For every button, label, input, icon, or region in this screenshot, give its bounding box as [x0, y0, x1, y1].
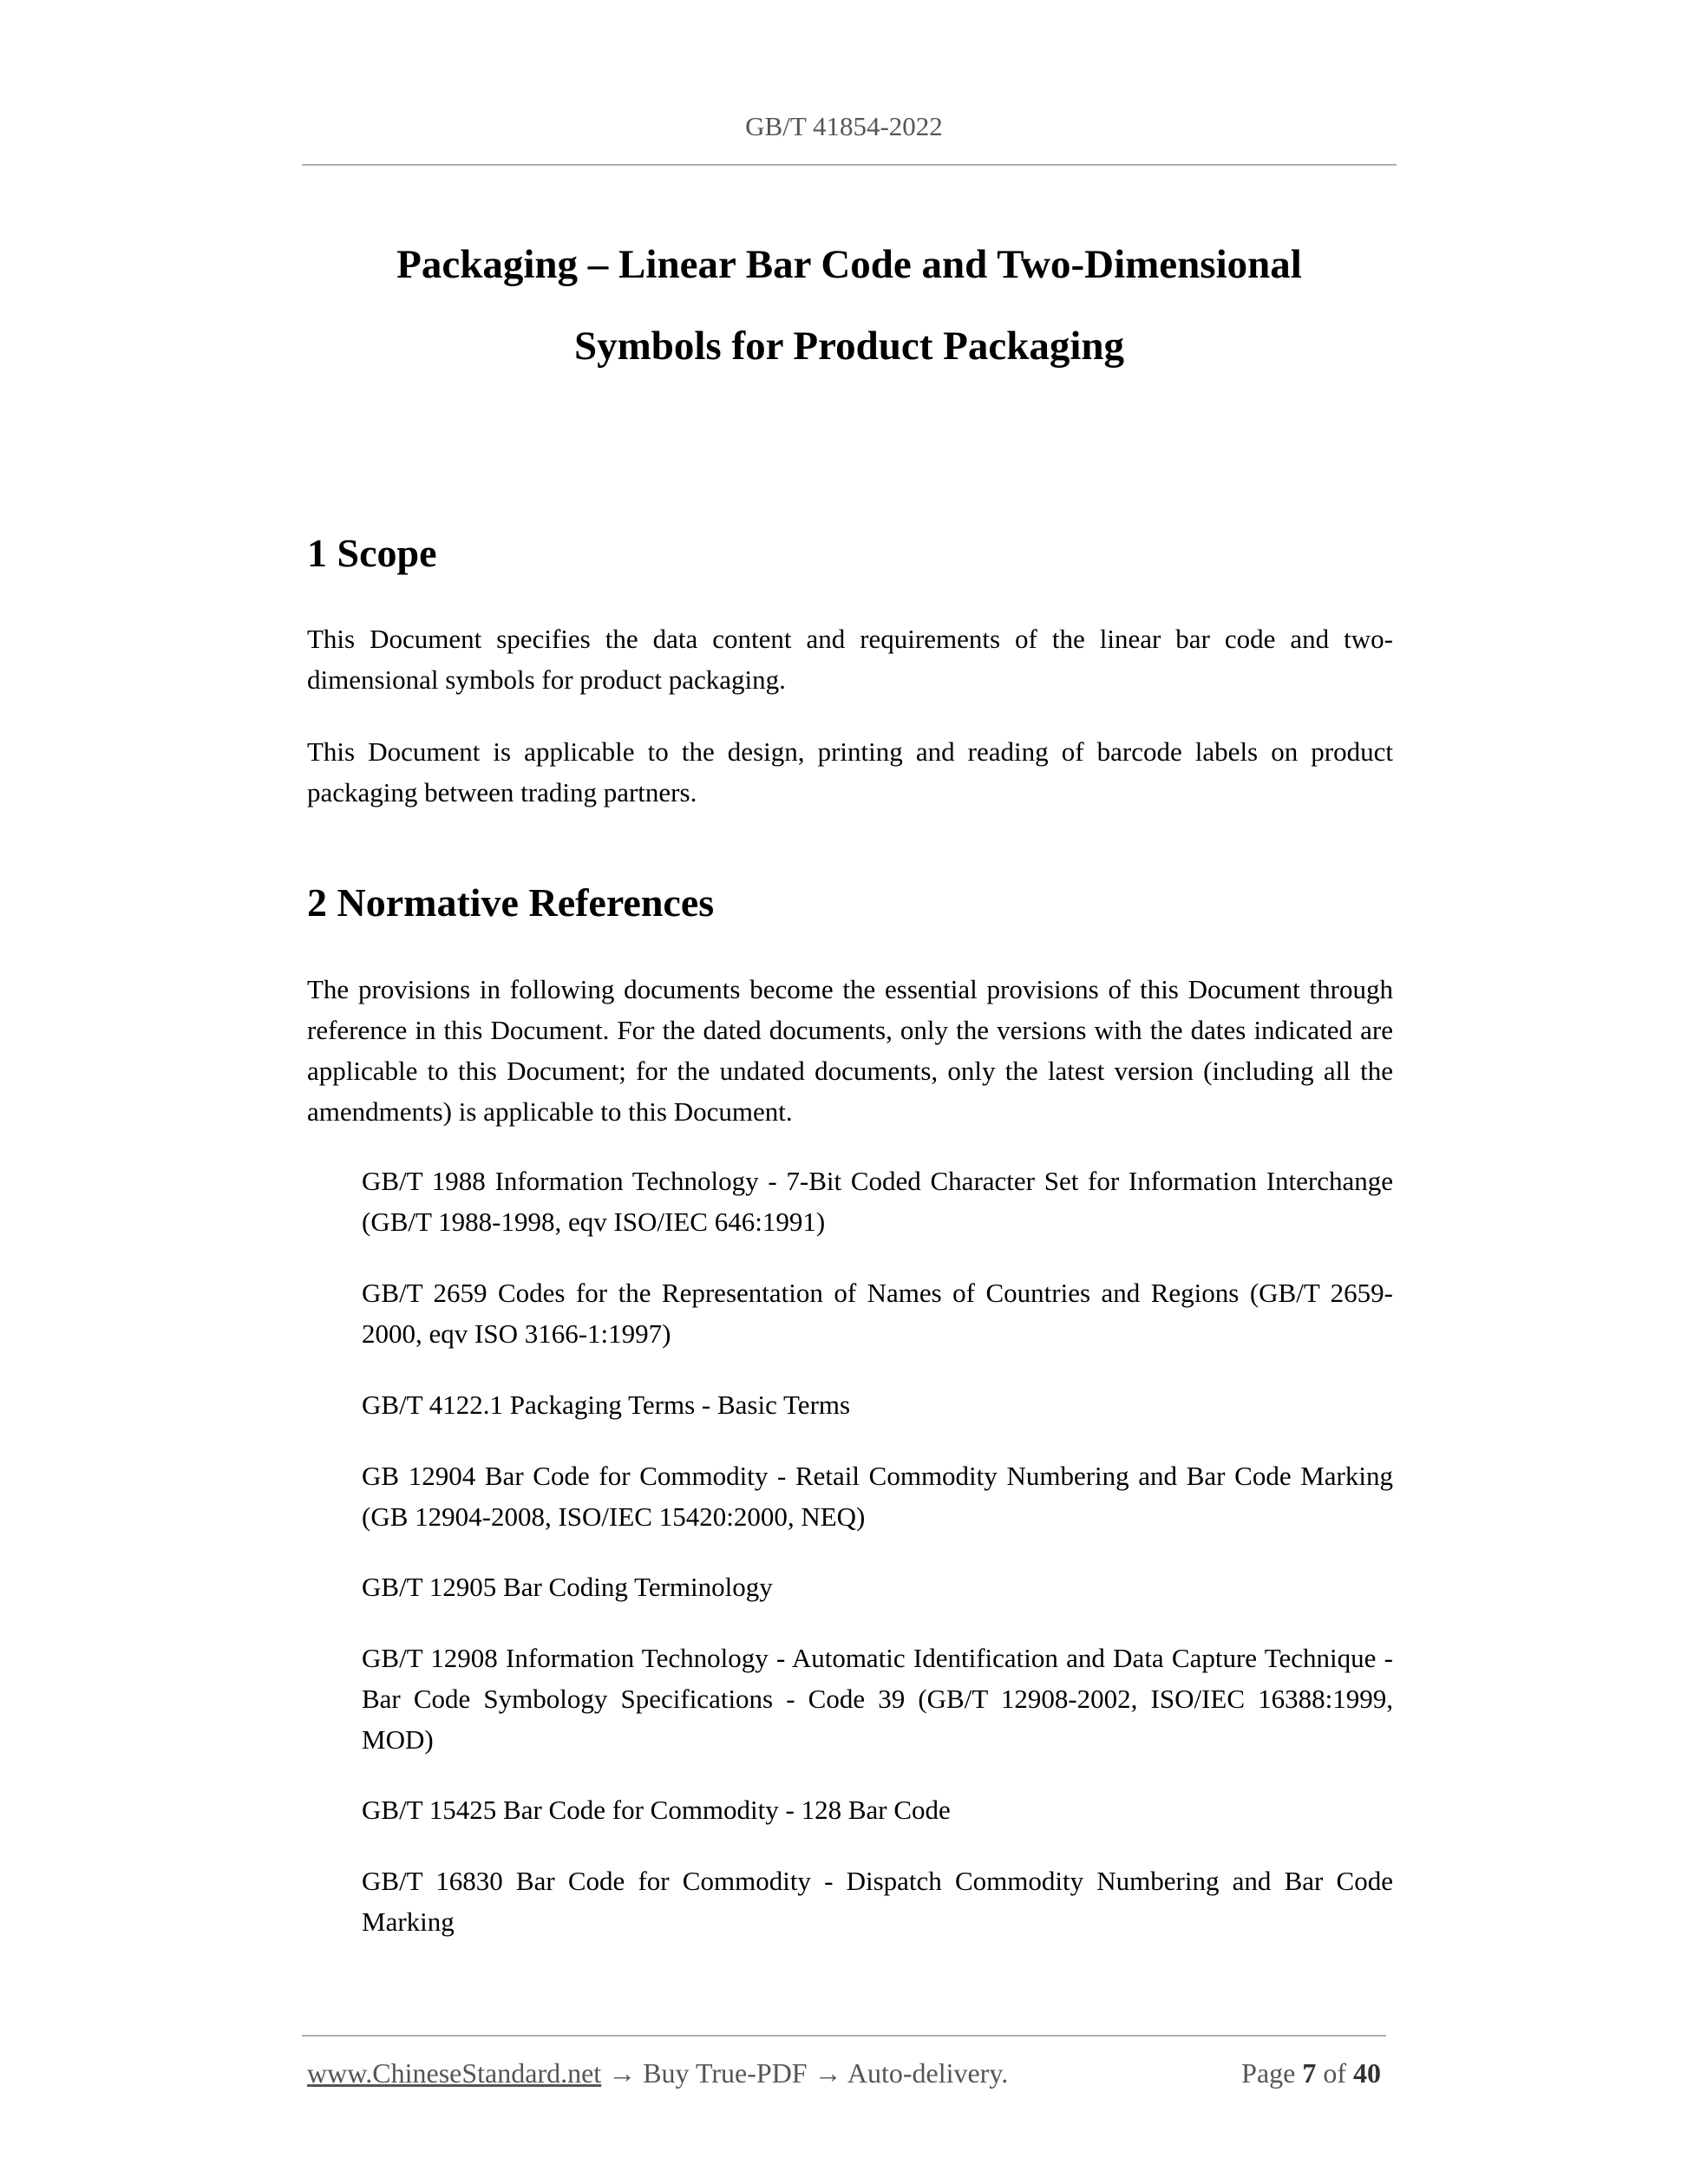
header-standard-code: GB/T 41854-2022 [745, 111, 943, 141]
reference-item: GB/T 12908 Information Technology - Automatic Identification and Data Capture Technique -Bar Code Symbology Specifications - Code 39 (GB/T 12908-2002, ISO/IEC 16388:1999, MOD) [362, 1643, 1393, 1755]
footer-promo [307, 2057, 1008, 2089]
document-title-line-2: Symbols for Product Packaging [573, 324, 1125, 369]
page-indicator [1241, 2057, 1381, 2089]
page-label: Page [1241, 2057, 1296, 2089]
auto-delivery-text: Auto-delivery. [847, 2057, 1009, 2089]
buy-pdf-text: Buy True-PDF [643, 2057, 808, 2089]
reference-item: GB/T 2659 Codes for the Representation of Names of Countries and Regions (GB/T 2659-2000, eqv ISO 3166-1:1997) [362, 1278, 1393, 1349]
scope-paragraph-2: This Document is applicable to the design, printing and reading of barcode labels on product packaging between trading partners. [307, 736, 1393, 808]
of-label: of [1323, 2057, 1346, 2089]
section-heading-scope: 1 Scope [307, 531, 437, 575]
footer-divider [302, 2035, 1386, 2037]
reference-item: GB/T 12905 Bar Coding Terminology [362, 1572, 773, 1602]
document-title-line-1: Packaging – Linear Bar Code and Two-Dimensional [396, 242, 1302, 287]
website-link[interactable]: www.ChineseStandard.net [307, 2057, 602, 2089]
scope-paragraph-1: This Document specifies the data content and requirements of the linear bar code and two-dimensional symbols for product packaging. [307, 624, 1393, 695]
section-heading-normative-references: 2 Normative References [307, 880, 715, 925]
reference-item: GB/T 16830 Bar Code for Commodity - Dispatch Commodity Numbering and Bar Code Marking [362, 1866, 1393, 1937]
reference-item: GB 12904 Bar Code for Commodity - Retail Commodity Numbering and Bar Code Marking (GB 12904-2008, ISO/IEC 15420:2000, NEQ) [362, 1461, 1393, 1532]
normative-intro-paragraph: The provisions in following documents become the essential provisions of this Document through reference in this Document. For the dated documents, only the versions with the dates indicated are applicable to this Document; for the undated documents, only the latest version (including all the amendments) is applicable to this Document. [307, 974, 1393, 1127]
total-pages-number: 40 [1353, 2057, 1381, 2089]
reference-item: GB/T 4122.1 Packaging Terms - Basic Terms [362, 1390, 851, 1420]
arrow-right-icon: → [608, 2057, 637, 2089]
document-title [302, 224, 1397, 387]
arrow-right-icon: → [814, 2057, 842, 2089]
reference-item: GB/T 15425 Bar Code for Commodity - 128 Bar Code [362, 1795, 951, 1825]
current-page-number: 7 [1302, 2057, 1317, 2089]
reference-item: GB/T 1988 Information Technology - 7-Bit Coded Character Set for Information Interchange (GB/T 1988-1998, eqv ISO/IEC 646:1991) [362, 1166, 1393, 1237]
header-divider [302, 164, 1397, 166]
